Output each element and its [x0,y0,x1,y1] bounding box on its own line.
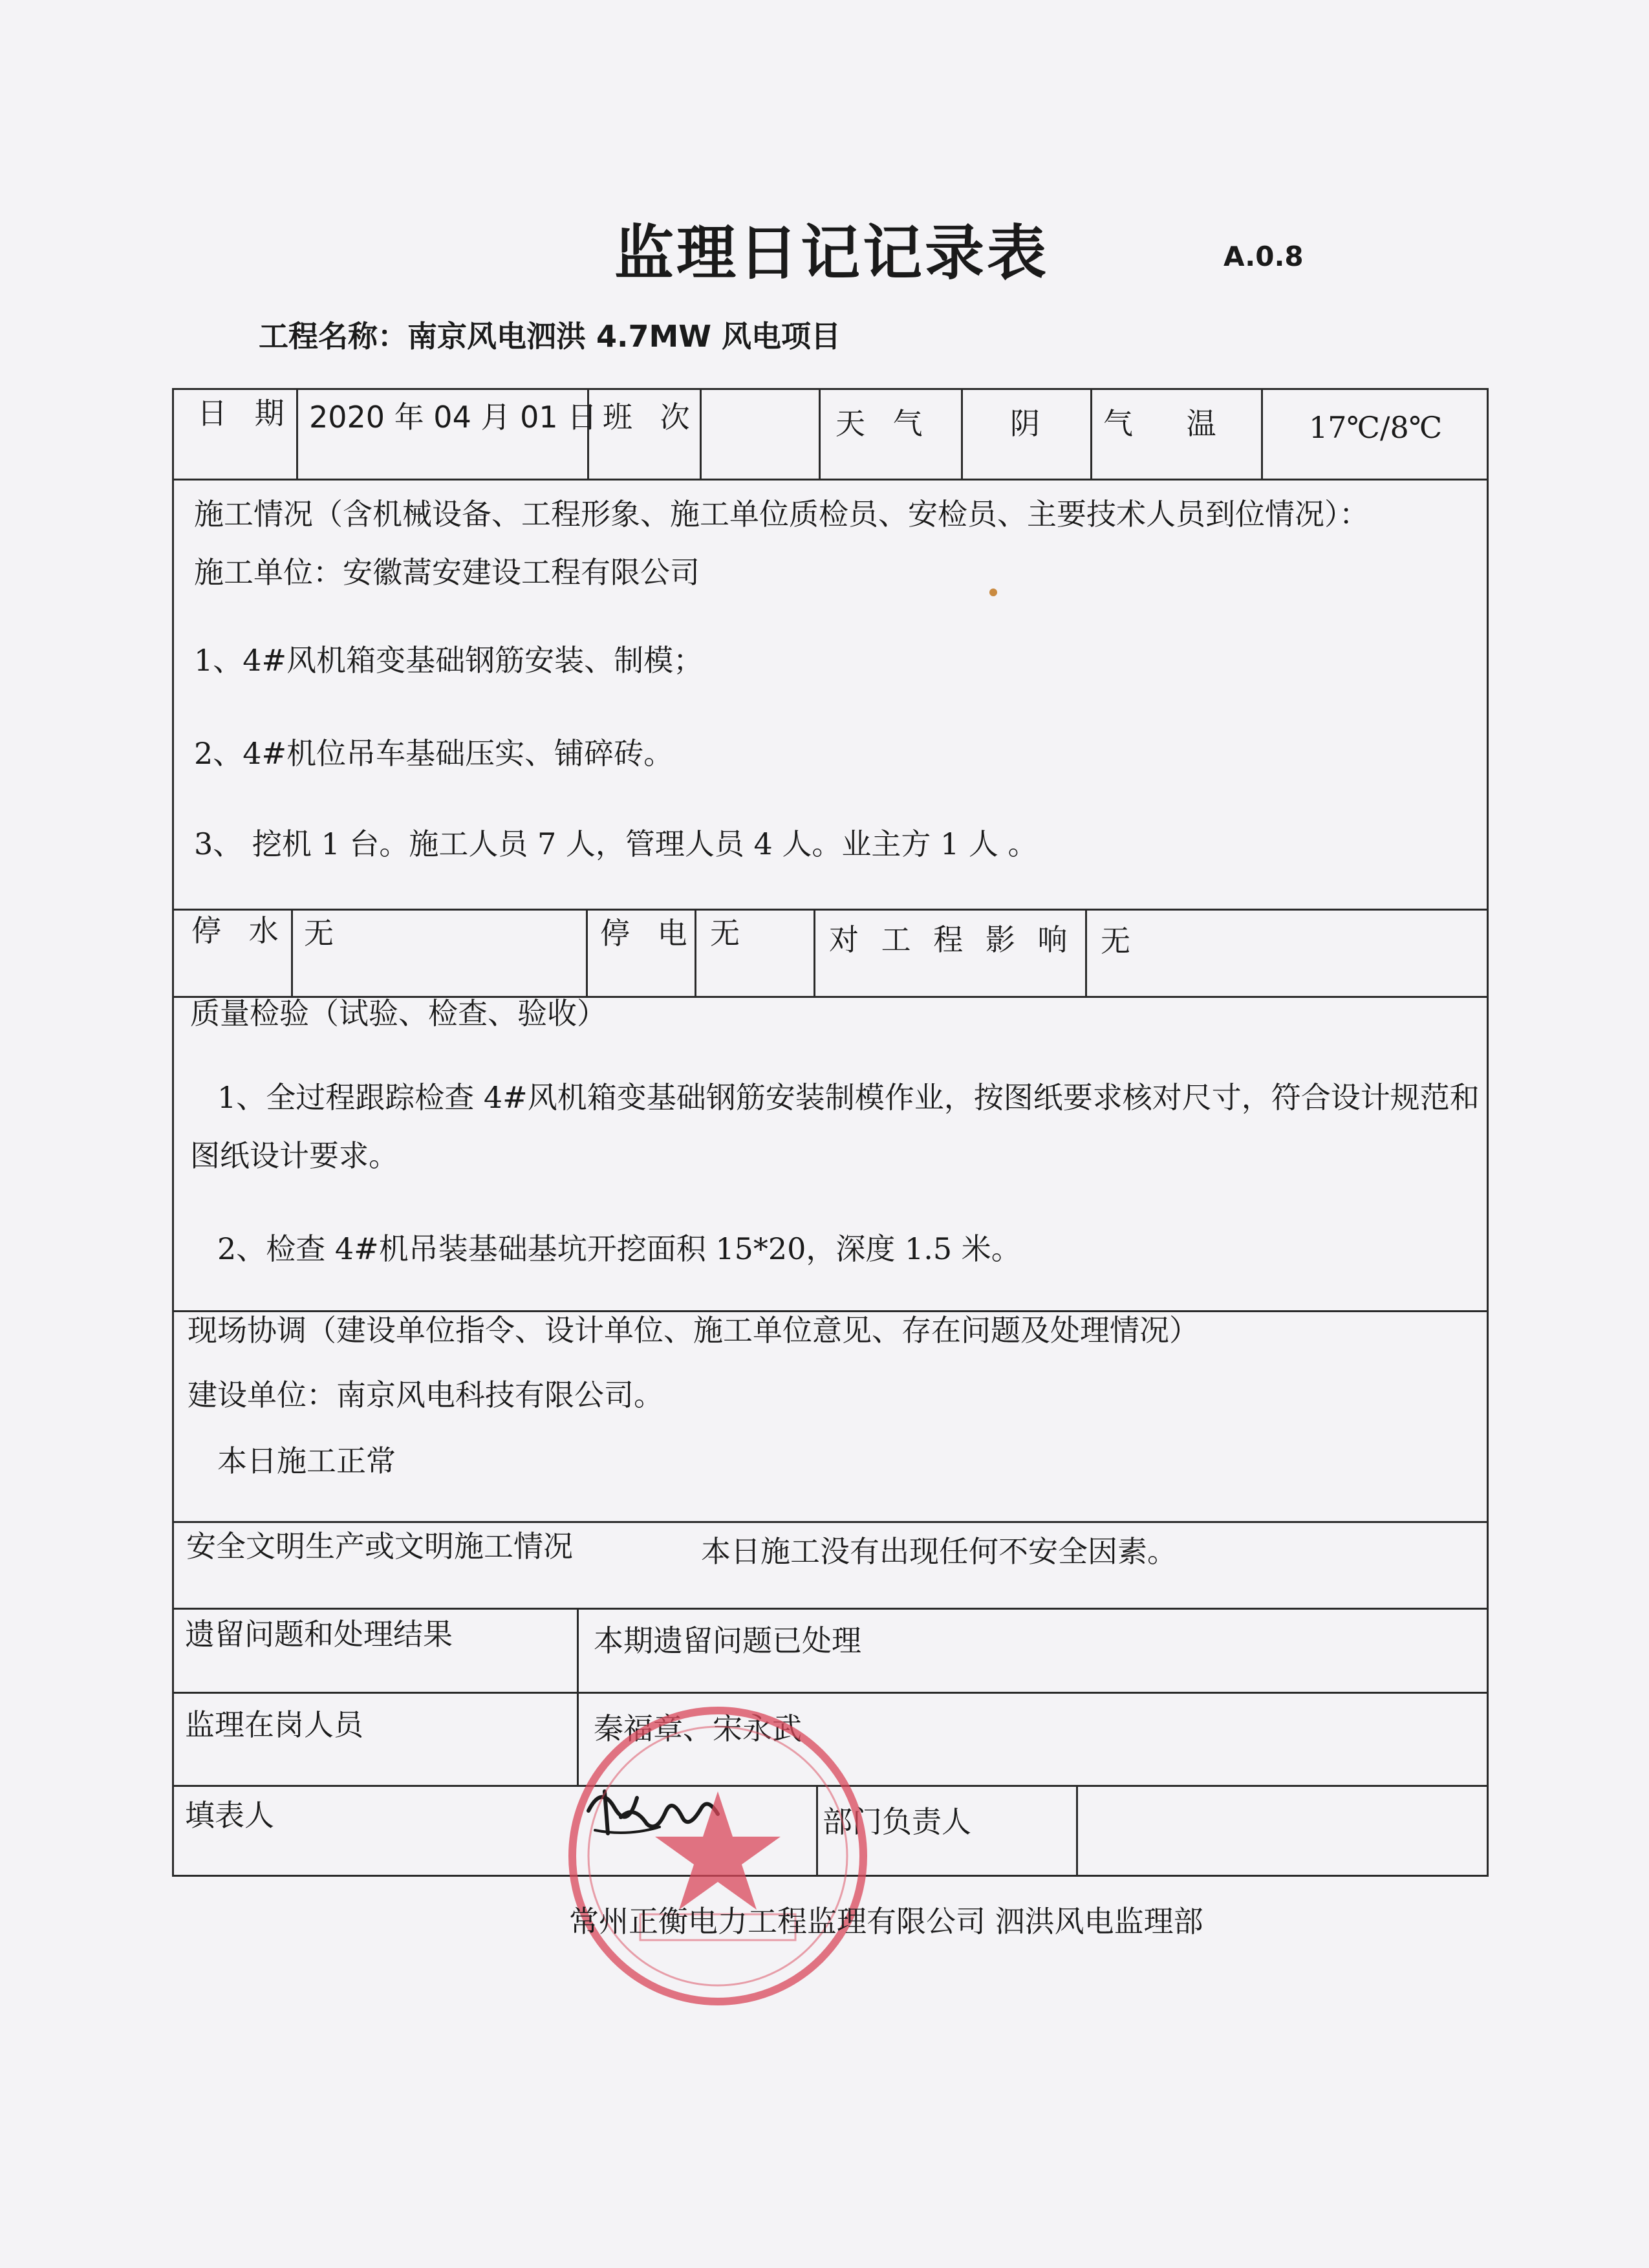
row-divider [172,1521,1489,1523]
quality-item: 2、检查 4#机吊装基础基坑开挖面积 15*20，深度 1.5 米。 [217,1231,1021,1266]
construction-unit: 施工单位：安徽蒿安建设工程有限公司 [194,555,700,590]
date-label: 日 期 [197,396,294,431]
power-outage-value: 无 [710,916,740,951]
temperature-value: 17℃/8℃ [1309,410,1443,445]
quality-item: 1、全过程跟踪检查 4#风机箱变基础钢筋安装制模作业，按图纸要求核对尺寸，符合设计规范和 [217,1080,1480,1115]
project-name: 南京风电泗洪 4.7MW 风电项目 [407,319,841,354]
col-divider [1090,388,1092,479]
date-value: 2020 年 04 月 01 日 [309,400,598,435]
filler-label: 填表人 [185,1798,274,1833]
coordination-note: 本日施工正常 [217,1443,396,1478]
department-head-label: 部门负责人 [823,1804,971,1839]
col-divider [961,388,963,479]
col-divider [1261,388,1263,479]
form-code: A.0.8 [1223,241,1304,272]
col-divider [291,909,293,996]
project-label: 工程名称： [259,319,407,354]
row-divider [172,479,1489,481]
col-divider [819,388,821,479]
power-outage-label: 停 电 [600,916,696,951]
row-divider [172,909,1489,911]
quality-item-continued: 图纸设计要求。 [190,1138,398,1173]
col-divider [700,388,702,479]
project-line [259,313,841,356]
staff-label: 监理在岗人员 [185,1707,363,1742]
paper-spot [989,589,997,596]
row-divider [172,1608,1489,1610]
construction-item: 1、4#风机箱变基础钢筋安装、制模； [194,643,704,678]
col-divider [814,909,815,996]
safety-value: 本日施工没有出现任何不安全因素。 [701,1534,1177,1569]
col-divider [296,388,298,479]
page-title: 监理日记记录表 [614,219,1050,288]
construction-item: 3、 挖机 1 台。施工人员 7 人，管理人员 4 人。业主方 1 人 。 [194,826,1038,861]
col-divider [586,909,588,996]
impact-value: 无 [1101,923,1130,958]
coordination-heading: 现场协调（建设单位指令、设计单位、施工单位意见、存在问题及处理情况） [188,1313,1199,1348]
official-seal [563,1701,873,2011]
footer-organization: 常州正衡电力工程监理有限公司 泗洪风电监理部 [569,1904,1203,1939]
weather-value: 阴 [1010,406,1040,441]
issues-label: 遗留问题和处理结果 [185,1617,453,1652]
water-outage-label: 停 水 [191,913,288,948]
shift-label: 班 次 [603,400,699,435]
issues-value: 本期遗留问题已处理 [594,1623,861,1658]
col-divider [1076,1785,1078,1877]
row-divider [172,1310,1489,1312]
temperature-label: 气 温 [1103,406,1238,441]
construction-item: 2、4#机位吊车基础压实、铺碎砖。 [194,736,674,771]
coordination-unit: 建设单位：南京风电科技有限公司。 [188,1377,663,1412]
quality-heading: 质量检验（试验、检查、验收） [190,996,607,1031]
weather-label: 天 气 [835,406,932,441]
row-divider [172,1692,1489,1694]
safety-label: 安全文明生产或文明施工情况 [186,1529,573,1564]
col-divider [1085,909,1087,996]
water-outage-value: 无 [304,916,334,951]
staff-value: 秦福章、宋永武 [594,1711,802,1746]
impact-label: 对 工 程 影 响 [829,922,1074,957]
construction-heading: 施工情况（含机械设备、工程形象、施工单位质检员、安检员、主要技术人员到位情况）： [194,497,1369,532]
